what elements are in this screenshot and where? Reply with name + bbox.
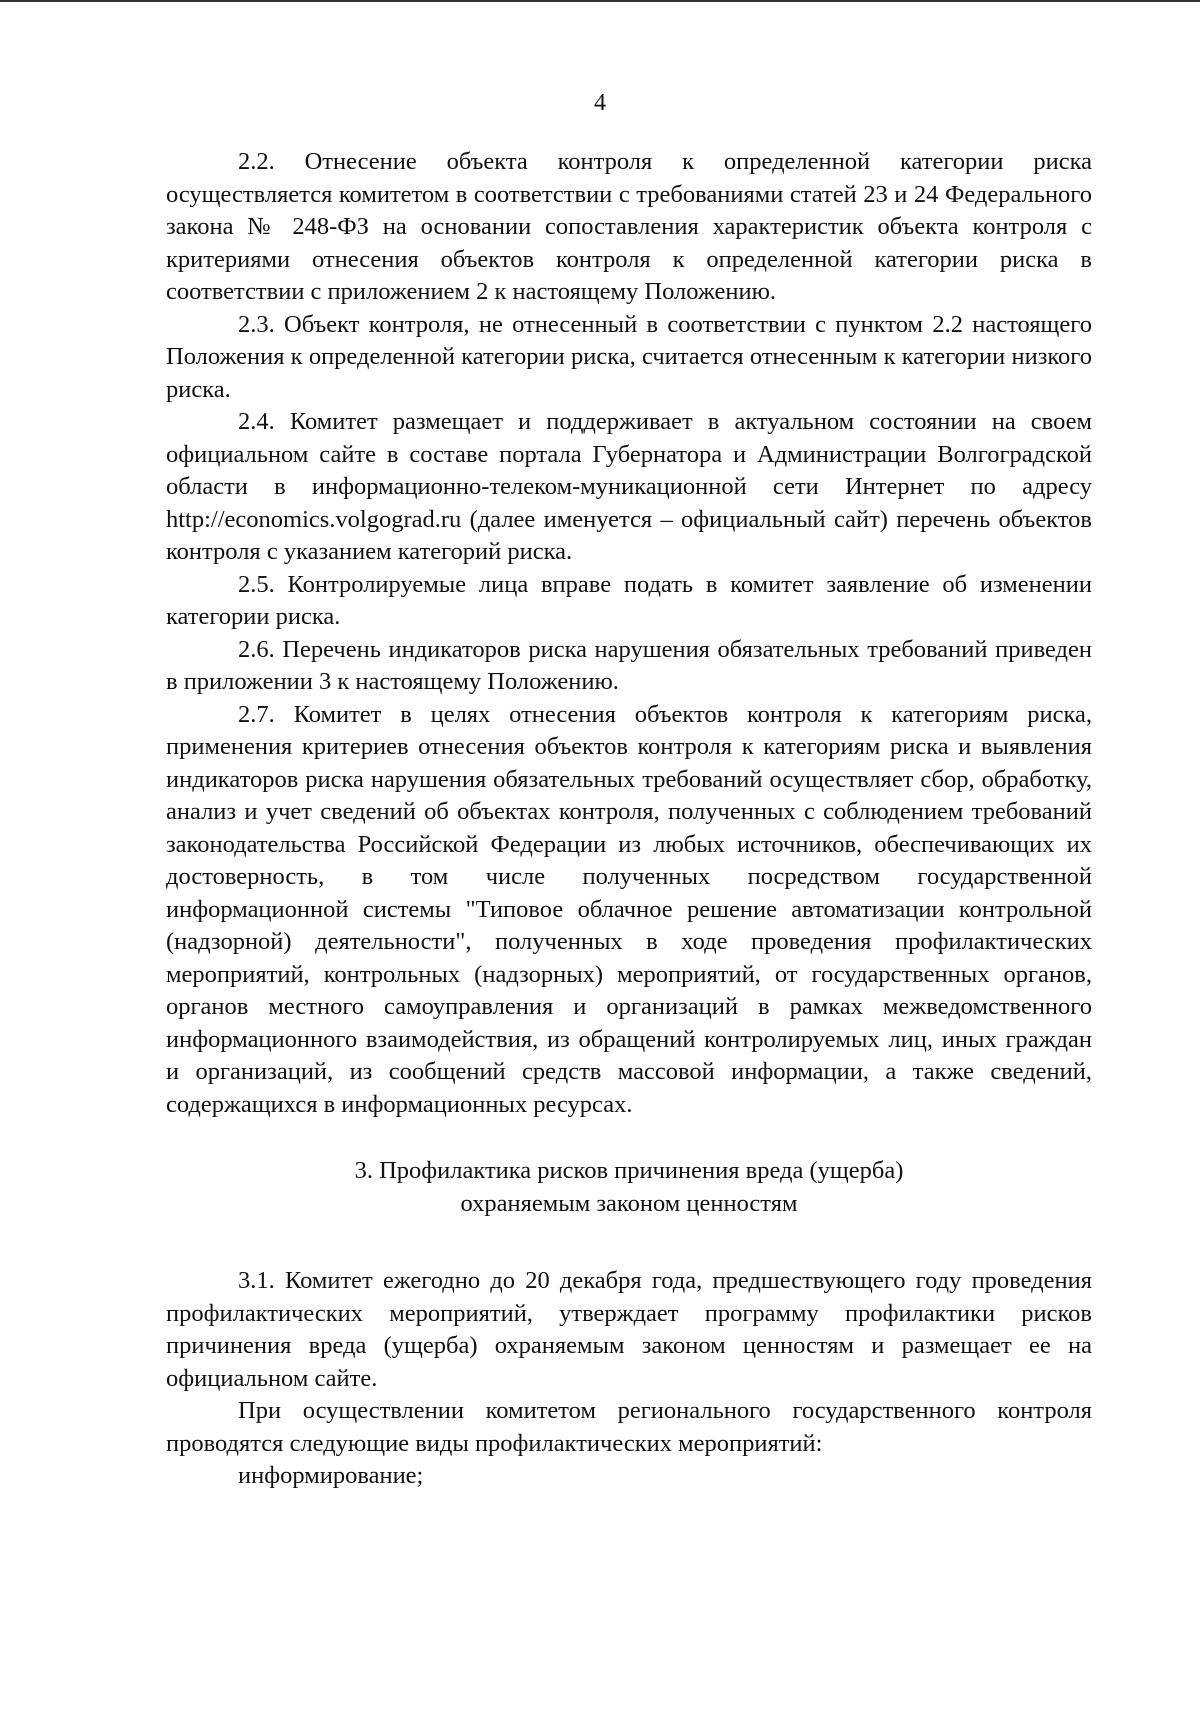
scan-top-edge <box>0 0 1200 2</box>
paragraph-2-7: 2.7. Комитет в целях отнесения объектов контроля к категориям риска, применения критериев отнесения объектов контроля к категориям риска и выявления индикаторов риска нарушения обязательных требований осуществляет сбор, обработку, анализ и учет сведений об объектах контроля, полученных с соблюдением требований законодательства Российской Федерации из любых источников, обеспечивающих их достоверность, в том числе полученных посредством государственной информационной системы "Типовое облачное решение автоматизации контрольной (надзорной) деятельности", полученных в ходе проведения профилактических мероприятий, контрольных (надзорных) мероприятий, от государственных органов, органов местного самоуправления и организаций в рамках межведомственного информационного взаимодействия, из обращений контролируемых лиц, иных граждан и организаций, из сообщений средств массовой информации, а также сведений, содержащихся в информационных ресурсах. <box>166 700 1092 1118</box>
paragraph-2-2: 2.2. Отнесение объекта контроля к определенной категории риска осуществляется комитетом в соответствии с требованиями статей 23 и 24 Федерального закона № 248-ФЗ на основании сопоставления характеристик объекта контроля с критериями отнесения объектов контроля к определенной категории риска в соответствии с приложением 2 к настоящему Положению. <box>166 148 1092 305</box>
paragraph-2-4: 2.4. Комитет размещает и поддерживает в актуальном состоянии на своем официальном сайте в составе портала Губернатора и Администрации Волгоградской области в информационно-телеком-муникационной сети Интернет по адресу http://economics.volgograd.ru (далее именуется – официальный сайт) перечень объектов контроля с указанием категорий риска. <box>166 408 1092 565</box>
section-3-heading-line-2: охраняемым законом ценностям <box>460 1189 798 1217</box>
page-number: 4 <box>594 90 606 116</box>
paragraph-2-5: 2.5. Контролируемые лица вправе подать в комитет заявление об изменении категории риска. <box>166 570 1092 630</box>
section-3-heading-line-1: 3. Профилактика рисков причинения вреда (ущерба) <box>354 1157 904 1184</box>
document-body <box>166 146 1092 1493</box>
paragraph-2-3: 2.3. Объект контроля, не отнесенный в соответствии с пунктом 2.2 настоящего Положения к определенной категории риска, считается отнесенным к категории низкого риска. <box>166 310 1092 403</box>
paragraph-prevention-types: При осуществлении комитетом регионального государственного контроля проводятся следующие виды профилактических мероприятий: <box>166 1397 1092 1457</box>
list-item-informing: информирование; <box>238 1462 424 1489</box>
paragraph-3-1: 3.1. Комитет ежегодно до 20 декабря года, предшествующего году проведения профилактических мероприятий, утверждает программу профилактики рисков причинения вреда (ущерба) охраняемым законом ценностям и размещает ее на официальном сайте. <box>166 1267 1092 1392</box>
paragraph-2-6: 2.6. Перечень индикаторов риска нарушения обязательных требований приведен в приложении 3 к настоящему Положению. <box>166 635 1092 695</box>
section-3-heading <box>166 1155 1092 1220</box>
